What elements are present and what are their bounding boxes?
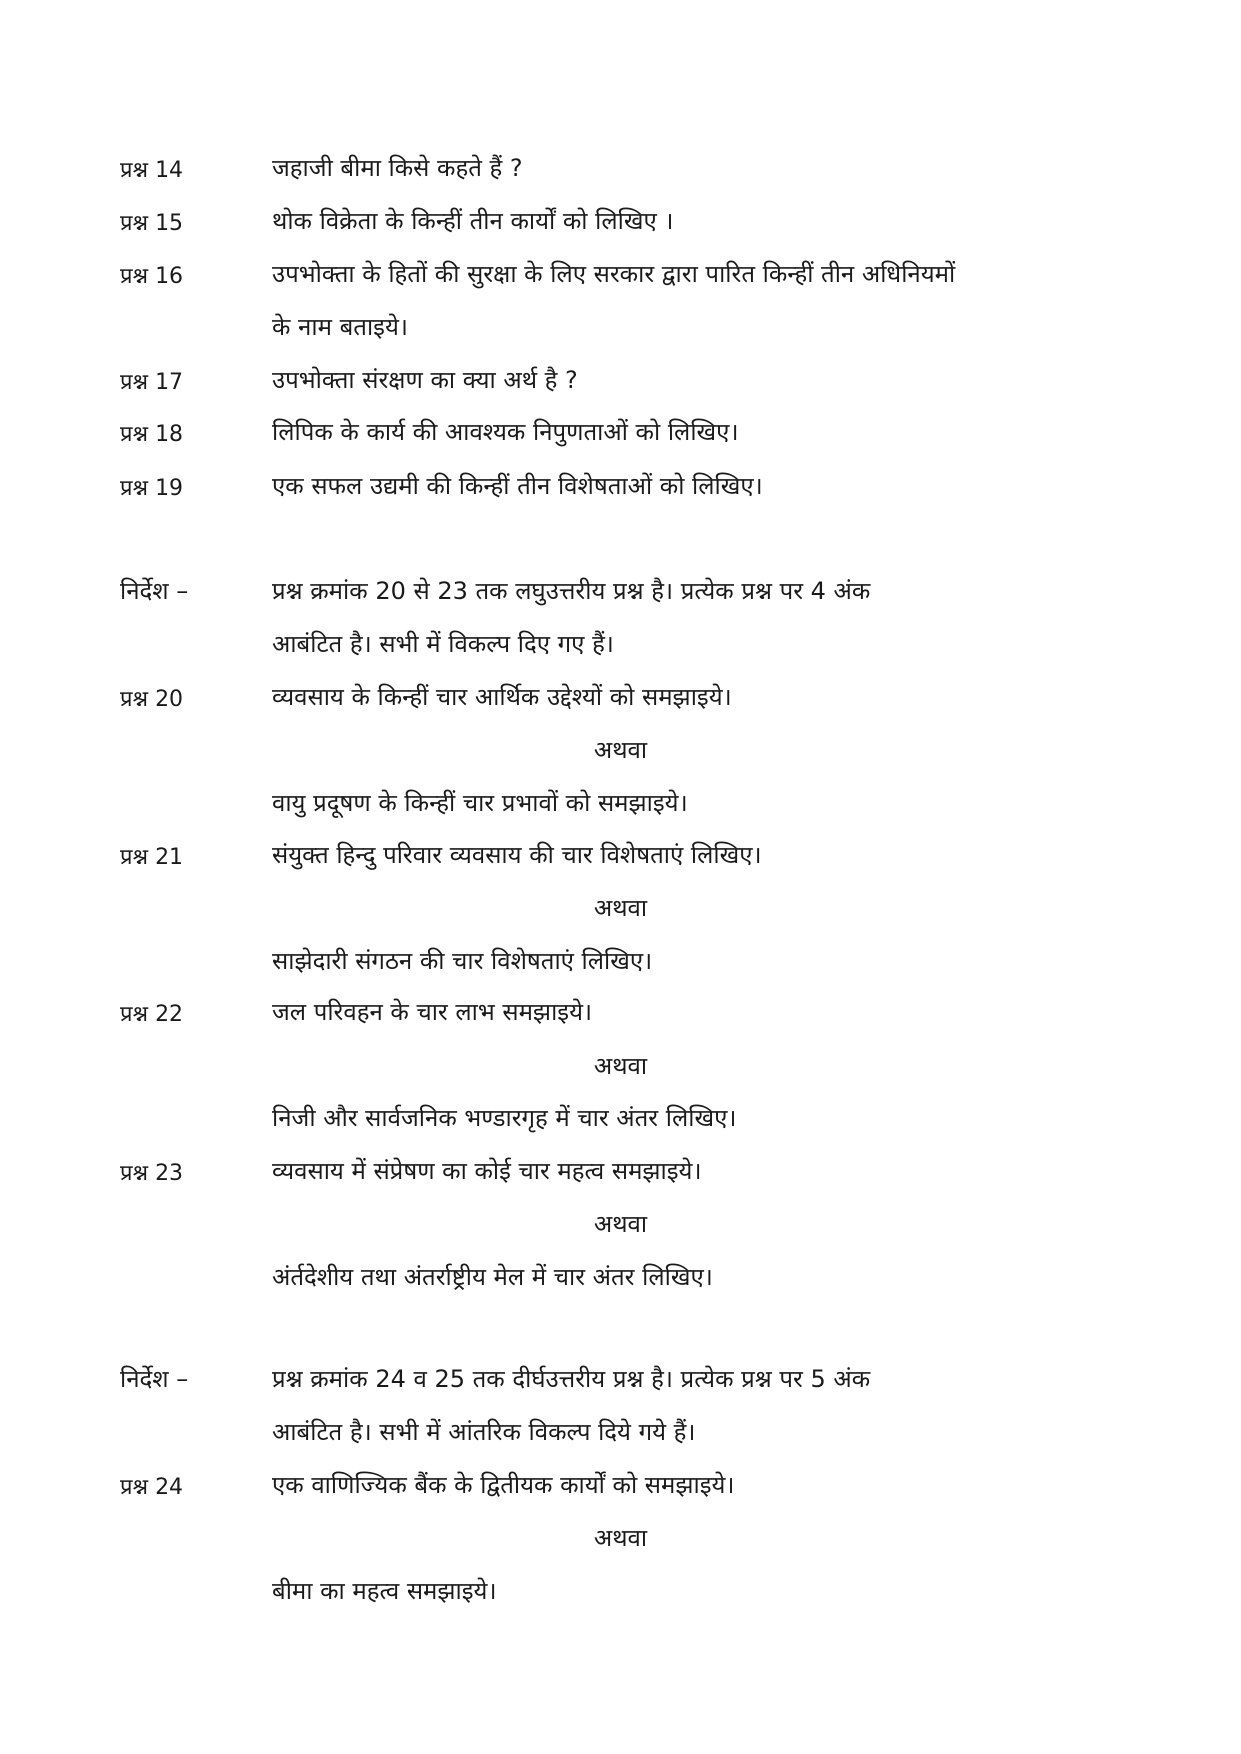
instruction-1-line2: आबंटित है। सभी में विकल्प दिए गए हैं। xyxy=(272,630,614,658)
instruction-1-line1: प्रश्न क्रमांक 20 से 23 तक लघुउत्तरीय प्रश्न है। प्रत्येक प्रश्न पर 4 अंक xyxy=(272,577,871,605)
question-24-label: प्रश्न 24 xyxy=(120,1475,184,1500)
question-14-label: प्रश्न 14 xyxy=(120,158,184,183)
question-20-text: व्यवसाय के किन्हीं चार आर्थिक उद्देश्यों को समझाइये। xyxy=(272,683,732,711)
question-22-or: अथवा xyxy=(593,1052,648,1080)
question-16-label: प्रश्न 16 xyxy=(120,264,184,289)
question-18-label: प्रश्न 18 xyxy=(120,422,184,447)
instruction-1-label: निर्देश – xyxy=(120,577,189,605)
question-17-text: उपभोक्ता संरक्षण का क्या अर्थ है ? xyxy=(272,366,578,394)
question-19-label: प्रश्न 19 xyxy=(120,476,184,501)
question-21-text: संयुक्त हिन्दु परिवार व्यवसाय की चार विशेषताएं लिखिए। xyxy=(272,841,762,869)
question-24-alternative: बीमा का महत्व समझाइये। xyxy=(272,1577,497,1605)
question-22-label: प्रश्न 22 xyxy=(120,1002,184,1027)
instruction-2-line2: आबंटित है। सभी में आंतरिक विकल्प दिये गये हैं। xyxy=(272,1418,696,1446)
question-14-text: जहाजी बीमा किसे कहते हैं ? xyxy=(272,154,523,182)
question-22-text: जल परिवहन के चार लाभ समझाइये। xyxy=(272,998,593,1026)
question-18-text: लिपिक के कार्य की आवश्यक निपुणताओं को लिखिए। xyxy=(272,418,739,446)
instruction-2-label: निर्देश – xyxy=(120,1365,189,1393)
question-20-alternative: वायु प्रदूषण के किन्हीं चार प्रभावों को समझाइये। xyxy=(272,789,688,817)
question-19-text: एक सफल उद्यमी की किन्हीं तीन विशेषताओं को लिखिए। xyxy=(272,472,763,500)
question-20-label: प्रश्न 20 xyxy=(120,687,184,712)
question-21-label: प्रश्न 21 xyxy=(120,845,184,870)
question-15-label: प्रश्न 15 xyxy=(120,211,184,236)
question-24-or: अथवा xyxy=(593,1524,648,1552)
question-23-text: व्यवसाय में संप्रेषण का कोई चार महत्व समझाइये। xyxy=(272,1157,702,1185)
question-23-label: प्रश्न 23 xyxy=(120,1161,184,1186)
question-21-alternative: साझेदारी संगठन की चार विशेषताएं लिखिए। xyxy=(272,947,653,975)
question-16-text-line1: उपभोक्ता के हितों की सुरक्षा के लिए सरकार द्वारा पारित किन्हीं तीन अधिनियमों xyxy=(272,260,956,288)
question-24-text: एक वाणिज्यिक बैंक के द्वितीयक कार्यों को समझाइये। xyxy=(272,1471,735,1499)
question-20-or: अथवा xyxy=(593,736,648,764)
question-23-alternative: अंर्तदेशीय तथा अंतर्राष्ट्रीय मेल में चार अंतर लिखिए। xyxy=(272,1263,713,1291)
question-23-or: अथवा xyxy=(593,1210,648,1238)
question-22-alternative: निजी और सार्वजनिक भण्डारगृह में चार अंतर लिखिए। xyxy=(272,1104,737,1132)
question-16-text-line2: के नाम बताइये। xyxy=(272,313,408,341)
instruction-2-line1: प्रश्न क्रमांक 24 व 25 तक दीर्घउत्तरीय प्रश्न है। प्रत्येक प्रश्न पर 5 अंक xyxy=(272,1365,871,1393)
question-15-text: थोक विक्रेता के किन्हीं तीन कार्यों को लिखिए । xyxy=(272,207,674,235)
question-17-label: प्रश्न 17 xyxy=(120,370,184,395)
question-21-or: अथवा xyxy=(593,894,648,922)
